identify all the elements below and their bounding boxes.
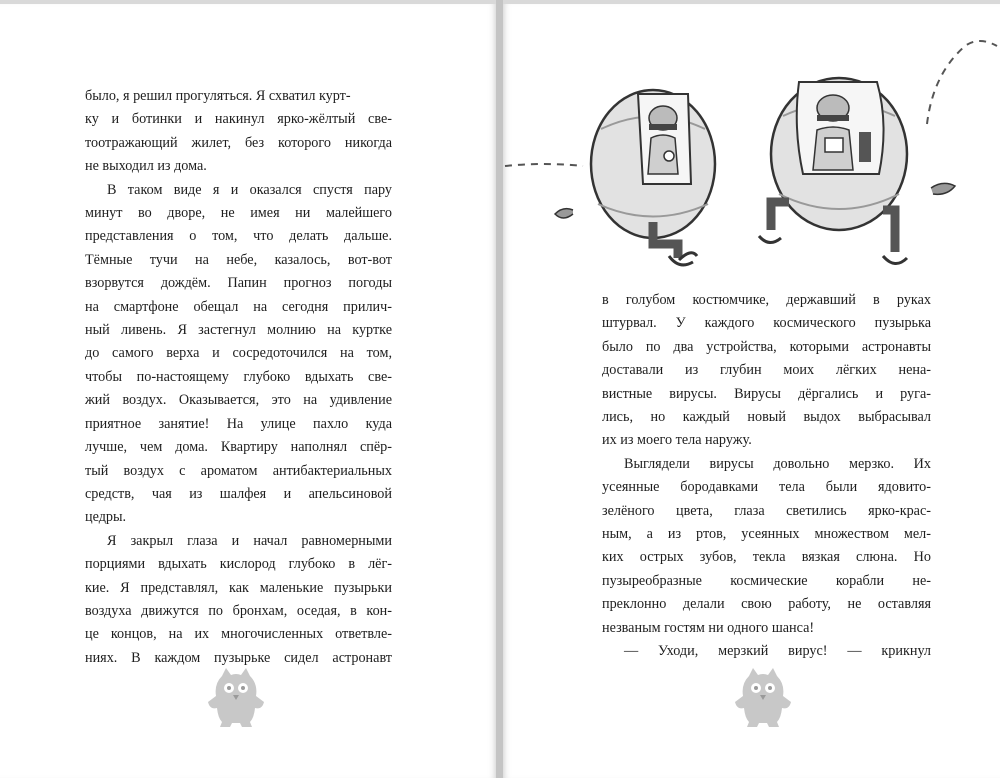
text-line: — Уходи, мерзкий вирус! — крикнул [624, 643, 931, 660]
text-line: было по два устройства, которыми астронавты [602, 338, 931, 355]
bubble-ships-illustration [503, 34, 1000, 294]
text-line: тоотражающий жилет, без которого никогда [85, 134, 392, 151]
left-page [0, 4, 496, 778]
owl-mascot-icon [733, 666, 793, 728]
text-line: Я закрыл глаза и начал равномерными [107, 532, 392, 549]
text-line: в голубом костюмчике, державший в руках [602, 292, 931, 308]
book-gutter [496, 0, 503, 778]
right-page [503, 4, 1000, 778]
text-line: зелёного цвета, глаза светились ярко-крас- [602, 502, 931, 519]
text-line: приятное занятие! На улице пахло куда [85, 415, 392, 432]
text-line: кие. Я представлял, как маленькие пузырьки [85, 579, 392, 596]
text-line: средств, чая из шалфея и апельсиновой [85, 485, 392, 502]
bubble-ship-left [555, 90, 715, 265]
right-page-text [602, 289, 931, 664]
text-line: ку и ботинки и накинул ярко-жёлтый све- [85, 111, 392, 128]
text-line: ным, а из ртов, усеянных множеством мел- [602, 526, 931, 543]
text-line: це концов, на их многочисленных ответвле- [85, 626, 392, 643]
text-line: лучше, чем дома. Квартиру наполнял спёр- [85, 439, 392, 456]
text-line: до самого верха и сосредоточился на том, [85, 345, 392, 362]
text-line: тый воздух с ароматом антибактериальных [85, 462, 392, 479]
text-line: цедры. [85, 509, 127, 526]
left-page-text [85, 85, 392, 670]
text-line: ниях. В каждом пузырьке сидел астронавт [85, 649, 392, 666]
text-line: Тёмные тучи на небе, казалось, вот-вот [85, 251, 392, 268]
text-line: пузыреобразные космические корабли не- [602, 572, 931, 589]
owl-mascot-icon [206, 666, 266, 728]
text-line: В таком виде я и оказался спустя пару [107, 181, 392, 198]
text-line: усеянные бородавками тела были ядовито- [602, 479, 931, 496]
text-line: воздуха движутся по бронхам, оседая, в кон- [85, 602, 392, 619]
text-line: вистные вирусы. Вирусы дёргались и руга- [602, 385, 931, 402]
text-line: на смартфоне обещал на сегодня прилич- [85, 298, 392, 315]
text-line: минут во дворе, не имея ни малейшего [85, 205, 392, 222]
text-line: Выглядели вирусы довольно мерзко. Их [624, 455, 931, 472]
text-line: порциями вдыхать кислород глубоко в лёг- [85, 556, 392, 573]
text-line: было, я решил прогуляться. Я схватил курт- [85, 88, 351, 104]
text-line: лись, но каждый новый выдох выбрасывал [602, 409, 931, 426]
text-line: не выходил из дома. [85, 158, 207, 175]
text-line: преклонно делали свою работу, не оставляя [602, 596, 931, 613]
text-line: штурвал. У каждого космического пузырька [602, 315, 931, 332]
text-line: ких острых зубов, текла вязкая слюна. Но [602, 549, 931, 566]
text-line: жий воздух. Оказывается, это на удивление [85, 392, 392, 409]
text-line: их из моего тела наружу. [602, 432, 752, 449]
text-line: представления о том, что делать дальше. [85, 228, 392, 245]
text-line: чтобы по-настоящему глубоко вдыхать све- [85, 368, 392, 385]
bubble-ship-right [759, 78, 955, 264]
text-line: незваным гостям ни одного шанса! [602, 619, 815, 636]
text-line: доставали из глубин моих лёгких нена- [602, 362, 931, 379]
text-line: ный ливень. Я застегнул молнию на куртке [85, 322, 392, 339]
text-line: взорвутся дождём. Папин прогноз погоды [85, 275, 392, 292]
